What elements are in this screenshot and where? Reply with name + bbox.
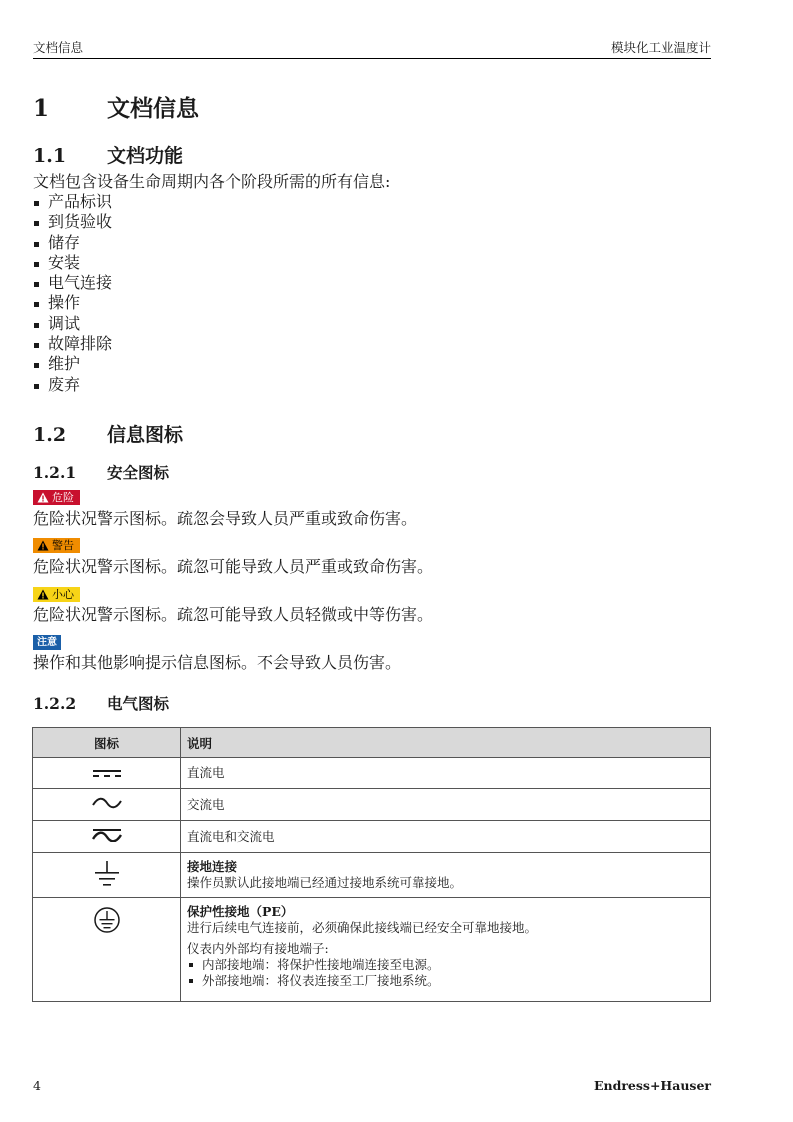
list-item xyxy=(187,957,704,973)
intro-paragraph: 文档包含设备生命周期内各个阶段所需的所有信息: xyxy=(33,172,391,191)
table-row xyxy=(33,789,711,821)
caution-badge xyxy=(33,587,80,602)
list-item xyxy=(33,354,112,374)
heading-section-1 xyxy=(33,90,199,123)
alternating-current-icon xyxy=(92,797,122,809)
header-product: 模块化工业温度计 xyxy=(610,40,711,55)
warning-triangle-icon xyxy=(37,492,49,503)
dc-and-ac-icon xyxy=(92,828,122,842)
badge-label: 危险 xyxy=(52,491,74,504)
ground-icon xyxy=(93,861,121,887)
section-number: 1.1 xyxy=(33,145,67,167)
list-item-text: 到货验收 xyxy=(48,212,113,232)
caution-description: 危险状况警示图标。疏忽可能导致人员轻微或中等伤害。 xyxy=(33,605,434,624)
heading-section-1-2 xyxy=(33,420,183,447)
list-item-text: 产品标识 xyxy=(48,192,113,211)
list-item xyxy=(187,973,704,989)
table-row xyxy=(33,853,711,898)
heading-section-1-2-2 xyxy=(33,692,169,714)
column-header-symbol: 图标 xyxy=(33,728,181,758)
row-title: 交流电 xyxy=(187,796,225,812)
row-description: 操作员默认此接地端已经通过接地系统可靠接地。 xyxy=(187,875,463,890)
brand-logo-text: Endress+Hauser xyxy=(593,1078,711,1093)
warning-triangle-icon xyxy=(37,589,49,600)
warning-badge xyxy=(33,538,80,553)
bullet-icon xyxy=(34,323,39,328)
list-item xyxy=(33,192,112,212)
list-item-text: 操作 xyxy=(48,293,81,313)
electrical-symbols-table xyxy=(32,727,711,1002)
section-title: 安全图标 xyxy=(107,463,170,482)
section-title: 文档功能 xyxy=(107,145,184,167)
badge-label: 注意 xyxy=(37,637,57,648)
list-item-text: 电气连接 xyxy=(48,273,113,293)
page-header xyxy=(33,36,711,59)
bullet-icon xyxy=(34,302,39,307)
section-number: 1.2.2 xyxy=(33,694,77,713)
list-item xyxy=(33,293,112,313)
bullet-icon xyxy=(34,262,39,267)
column-header-description: 说明 xyxy=(181,728,711,758)
list-item-text: 储存 xyxy=(48,232,81,252)
row-title: 直流电 xyxy=(187,765,225,780)
notice-description: 操作和其他影响提示信息图标。不会导致人员伤害。 xyxy=(33,653,402,672)
list-item xyxy=(33,233,112,253)
bullet-icon xyxy=(34,384,39,389)
lifecycle-list xyxy=(33,192,112,395)
bullet-icon xyxy=(34,242,39,247)
row-title: 接地连接 xyxy=(187,859,238,874)
list-item xyxy=(33,273,112,293)
list-item xyxy=(33,253,112,273)
row-title: 直流电和交流电 xyxy=(187,828,275,844)
list-item xyxy=(33,375,112,395)
list-item xyxy=(33,334,112,354)
row-subheading: 仪表内外部均有接地端子: xyxy=(187,941,329,956)
badge-label: 警告 xyxy=(52,539,74,552)
section-title: 文档信息 xyxy=(107,95,199,122)
list-item-text: 调试 xyxy=(48,313,81,333)
bullet-icon xyxy=(34,282,39,287)
row-description: 进行后续电气连接前，必须确保此接线端已经安全可靠地接地。 xyxy=(187,920,538,935)
section-number: 1.2 xyxy=(33,424,67,446)
warning-triangle-icon xyxy=(37,540,49,551)
list-item-text: 外部接地端：将仪表连接至工厂接地系统。 xyxy=(202,973,440,988)
bullet-icon xyxy=(189,979,193,983)
list-item-text: 维护 xyxy=(48,354,81,374)
header-chapter: 文档信息 xyxy=(33,40,84,55)
table-header-row xyxy=(33,728,711,758)
table-row xyxy=(33,898,711,1002)
list-item-text: 故障排除 xyxy=(48,334,113,354)
list-item-text: 内部接地端：将保护性接地端连接至电源。 xyxy=(202,957,440,972)
bullet-icon xyxy=(34,221,39,226)
section-title: 电气图标 xyxy=(107,694,170,713)
section-number: 1 xyxy=(33,95,50,122)
bullet-icon xyxy=(189,963,193,967)
list-item-text: 安装 xyxy=(48,252,81,272)
bullet-icon xyxy=(34,363,39,368)
direct-current-icon xyxy=(92,768,122,778)
notice-badge xyxy=(33,635,61,650)
bullet-icon xyxy=(34,201,39,206)
bullet-icon xyxy=(34,343,39,348)
table-row xyxy=(33,758,711,789)
danger-description: 危险状况警示图标。疏忽会导致人员严重或致命伤害。 xyxy=(33,509,418,528)
section-title: 信息图标 xyxy=(107,424,184,446)
heading-section-1-1 xyxy=(33,141,183,168)
table-row xyxy=(33,821,711,853)
list-item xyxy=(33,212,112,232)
section-number: 1.2.1 xyxy=(33,463,77,482)
terminal-list xyxy=(187,957,704,989)
danger-badge xyxy=(33,490,80,505)
warning-description: 危险状况警示图标。疏忽可能导致人员严重或致命伤害。 xyxy=(33,557,434,576)
list-item-text: 废弃 xyxy=(48,374,81,394)
list-item xyxy=(33,314,112,334)
badge-label: 小心 xyxy=(52,588,74,601)
page-number: 4 xyxy=(33,1078,41,1093)
row-title: 保护性接地（PE） xyxy=(187,904,294,919)
heading-section-1-2-1 xyxy=(33,461,169,483)
protective-earth-icon xyxy=(93,906,121,934)
